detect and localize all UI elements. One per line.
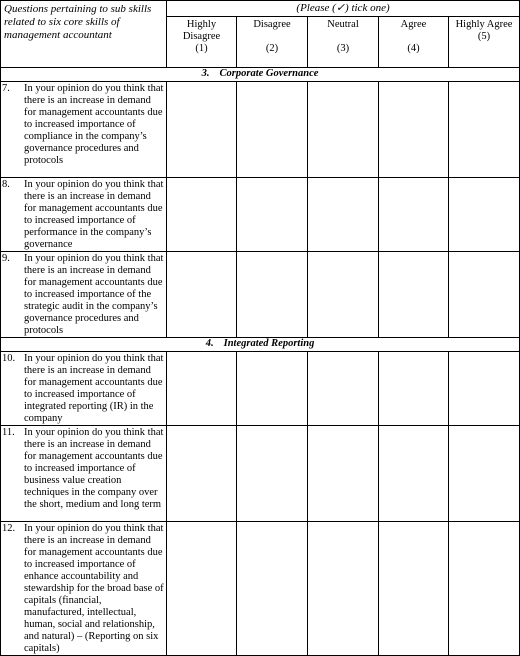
rating-cell-4[interactable] [379,352,449,426]
scale-number: (5) [477,31,491,42]
question-row [1,252,520,338]
header-row-1 [1,1,520,17]
rating-cell-1[interactable] [167,252,237,338]
question-number: 10. [2,353,16,364]
question-number: 12. [2,523,16,534]
scale-number: (1) [195,43,208,54]
question-row [1,426,520,522]
rating-cell-4[interactable] [379,252,449,338]
scale-label: Disagree [253,19,291,30]
question-text: In your opinion do you think that there is an increase in demand for management accountants due to increased importance of the strategic audit in the company’s governance procedures and protocols [24,253,164,336]
rating-cell-2[interactable] [237,426,308,522]
rating-cell-3[interactable] [308,426,379,522]
section-heading-corporate-governance [1,68,520,82]
tick-instruction: (Please (✓) tick one) [167,1,520,17]
rating-cell-5[interactable] [449,178,520,252]
question-text: In your opinion do you think that there is an increase in demand for management accountants due to increased importance of integrated reporting (IR) in the company [24,353,164,424]
section-row [1,68,520,82]
scale-number: (3) [336,43,350,54]
section-heading-integrated-reporting [1,338,520,352]
scale-number: (4) [407,43,420,54]
rating-cell-4[interactable] [379,82,449,178]
scale-highly-agree [449,17,520,68]
question-cell [1,426,167,522]
section-number: 4. [205,338,214,349]
section-number: 3. [201,68,210,79]
question-cell [1,352,167,426]
rating-cell-1[interactable] [167,522,237,656]
question-text: In your opinion do you think that there is an increase in demand for management accountants due to increased importance of business value creation techniques in the company over the short, medium and long term [24,427,164,510]
question-number: 7. [2,83,10,94]
scale-number: (2) [265,43,279,54]
rating-cell-3[interactable] [308,252,379,338]
question-row [1,522,520,656]
question-row [1,178,520,252]
scale-highly-disagree [167,17,237,68]
question-row [1,82,520,178]
rating-cell-3[interactable] [308,352,379,426]
rating-cell-4[interactable] [379,178,449,252]
question-number: 9. [2,253,10,264]
rating-cell-5[interactable] [449,252,520,338]
rating-cell-3[interactable] [308,522,379,656]
question-cell [1,522,167,656]
rating-cell-2[interactable] [237,522,308,656]
rating-cell-1[interactable] [167,178,237,252]
rating-cell-5[interactable] [449,352,520,426]
question-number: 8. [2,179,10,190]
scale-label: Agree [400,19,427,30]
rating-cell-1[interactable] [167,352,237,426]
rating-cell-2[interactable] [237,178,308,252]
question-number: 11. [2,427,15,438]
question-cell [1,178,167,252]
scale-disagree [237,17,308,68]
question-cell [1,82,167,178]
rating-cell-2[interactable] [237,252,308,338]
scale-agree [379,17,449,68]
scale-label: Highly Disagree [182,19,221,42]
section-title: Integrated Reporting [223,338,315,349]
rating-cell-3[interactable] [308,178,379,252]
rating-cell-5[interactable] [449,426,520,522]
scale-label: Neutral [327,19,359,30]
question-row [1,352,520,426]
rating-cell-5[interactable] [449,522,520,656]
rating-cell-4[interactable] [379,522,449,656]
rating-cell-3[interactable] [308,82,379,178]
rating-cell-2[interactable] [237,82,308,178]
rating-cell-4[interactable] [379,426,449,522]
section-row [1,338,520,352]
question-text: In your opinion do you think that there is an increase in demand for management accountants due to increased importance of compliance in the company’s governance procedures and protocols [24,83,164,166]
questions-heading: Questions pertaining to sub skills related to six core skills of management accountant [1,1,167,68]
question-text: In your opinion do you think that there is an increase in demand for management accountants due to increased importance of enhance accountability and stewardship for the broad base of capitals (financial, manufactured, intellectual, human, social and relationship, and natural) – (Reporting on six capitals) [24,523,164,654]
question-text: In your opinion do you think that there is an increase in demand for management accountants due to increased importance of performance in the company’s governance [24,179,164,250]
scale-neutral [308,17,379,68]
scale-label: Highly Agree [455,19,513,30]
rating-cell-1[interactable] [167,82,237,178]
question-cell [1,252,167,338]
section-title: Corporate Governance [219,68,319,79]
rating-cell-2[interactable] [237,352,308,426]
rating-cell-1[interactable] [167,426,237,522]
rating-cell-5[interactable] [449,82,520,178]
